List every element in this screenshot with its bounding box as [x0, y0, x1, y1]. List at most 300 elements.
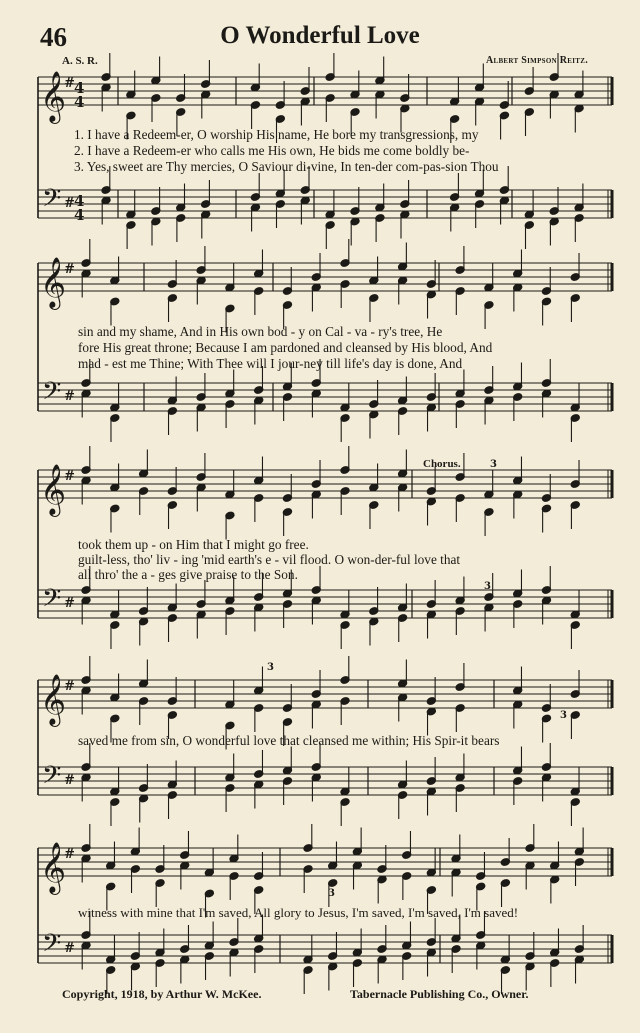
note-head — [398, 276, 408, 285]
note-head — [275, 189, 285, 198]
note-head — [328, 861, 338, 870]
note-head — [513, 700, 523, 709]
note-head — [499, 101, 509, 110]
note-head — [450, 193, 460, 202]
note-head — [570, 273, 580, 282]
music-glyph: # — [64, 847, 75, 862]
note-head — [81, 676, 91, 685]
note-head — [225, 700, 235, 709]
note-head — [81, 389, 91, 398]
note-head — [139, 607, 149, 616]
note-head — [398, 693, 408, 702]
note-head — [426, 868, 436, 877]
note-head — [254, 934, 264, 943]
note-head — [450, 115, 460, 124]
note-head — [340, 676, 350, 685]
note-head — [167, 407, 177, 416]
note-head — [180, 851, 190, 860]
note-head — [81, 854, 91, 863]
note-head — [340, 280, 350, 289]
note-head — [541, 287, 551, 296]
note-head — [110, 483, 120, 492]
note-head — [570, 621, 580, 630]
note-head — [81, 773, 91, 782]
note-head — [570, 414, 580, 423]
note-head — [180, 945, 190, 954]
note-head — [311, 273, 321, 282]
note-head — [426, 487, 436, 496]
note-head — [500, 955, 510, 964]
note-head — [176, 94, 186, 103]
music-glyph: 3 — [484, 581, 491, 592]
music-glyph: # — [64, 679, 75, 694]
music-glyph: 𝄞 — [40, 674, 67, 725]
note-head — [229, 854, 239, 863]
note-head — [484, 283, 494, 292]
note-head — [400, 94, 410, 103]
music-glyph: 4 — [74, 206, 85, 224]
note-head — [426, 938, 436, 947]
music-glyph: 4 — [74, 192, 85, 210]
note-head — [110, 414, 120, 423]
note-head — [369, 483, 379, 492]
note-head — [167, 501, 177, 510]
note-head — [369, 410, 379, 419]
note-head — [275, 200, 285, 209]
note-head — [369, 607, 379, 616]
note-head — [106, 861, 116, 870]
copyright-notice: Copyright, 1918, by Arthur W. McKee. — [62, 987, 262, 1001]
note-head — [426, 393, 436, 402]
note-head — [549, 207, 559, 216]
note-head — [282, 508, 292, 517]
note-head — [513, 589, 523, 598]
note-head — [455, 473, 465, 482]
note-head — [570, 480, 580, 489]
note-head — [524, 221, 534, 230]
note-head — [151, 217, 161, 226]
note-head — [254, 396, 264, 405]
note-head — [574, 90, 584, 99]
note-head — [541, 763, 551, 772]
note-head — [513, 269, 523, 278]
note-head — [151, 94, 161, 103]
note-head — [130, 865, 140, 874]
note-head — [106, 882, 116, 891]
note-head — [476, 872, 486, 881]
note-head — [340, 403, 350, 412]
note-head — [311, 596, 321, 605]
note-head — [176, 203, 186, 212]
note-head — [525, 962, 535, 971]
note-head — [525, 844, 535, 853]
note-head — [196, 266, 206, 275]
note-head — [81, 379, 91, 388]
note-head — [225, 784, 235, 793]
note-head — [426, 290, 436, 299]
music-glyph: 3 — [490, 459, 497, 470]
note-head — [180, 861, 190, 870]
music-glyph: 𝄞 — [40, 71, 67, 122]
note-head — [311, 586, 321, 595]
note-head — [225, 596, 235, 605]
note-head — [484, 396, 494, 405]
note-head — [167, 396, 177, 405]
note-head — [254, 872, 264, 881]
note-head — [139, 697, 149, 706]
music-glyph: # — [64, 469, 75, 484]
note-head — [300, 196, 310, 205]
note-head — [455, 784, 465, 793]
note-head — [176, 108, 186, 117]
note-head — [81, 259, 91, 268]
note-head — [484, 386, 494, 395]
note-head — [254, 770, 264, 779]
note-head — [155, 959, 165, 968]
note-head — [476, 941, 486, 950]
note-head — [426, 886, 436, 895]
note-head — [499, 196, 509, 205]
note-head — [377, 955, 387, 964]
note-head — [340, 798, 350, 807]
note-head — [402, 952, 412, 961]
note-head — [225, 389, 235, 398]
note-head — [484, 593, 494, 602]
note-head — [81, 763, 91, 772]
note-head — [352, 847, 362, 856]
note-head — [101, 73, 111, 82]
music-glyph: 3 — [328, 888, 335, 899]
note-head — [81, 586, 91, 595]
note-head — [513, 686, 523, 695]
note-head — [167, 614, 177, 623]
note-head — [311, 773, 321, 782]
note-head — [570, 610, 580, 619]
note-head — [303, 966, 313, 975]
note-head — [574, 955, 584, 964]
lyric-line: took them up - on Him that I might go free. — [78, 537, 309, 552]
note-head — [225, 400, 235, 409]
note-head — [254, 269, 264, 278]
note-head — [377, 875, 387, 884]
note-head — [550, 959, 560, 968]
note-head — [474, 83, 484, 92]
note-head — [550, 861, 560, 870]
note-head — [110, 610, 120, 619]
note-head — [574, 214, 584, 223]
note-head — [155, 948, 165, 957]
note-head — [455, 596, 465, 605]
music-glyph: 3 — [560, 710, 567, 721]
note-head — [484, 490, 494, 499]
note-head — [250, 101, 260, 110]
note-head — [451, 854, 461, 863]
note-head — [400, 104, 410, 113]
note-head — [451, 868, 461, 877]
note-head — [167, 487, 177, 496]
note-head — [110, 276, 120, 285]
note-head — [311, 379, 321, 388]
note-head — [369, 276, 379, 285]
note-head — [500, 879, 510, 888]
lyric-line: 2. I have a Redeem-er who calls me His own, He bids me come boldly be- — [74, 143, 470, 158]
note-head — [375, 214, 385, 223]
note-head — [350, 90, 360, 99]
note-head — [455, 494, 465, 503]
note-head — [126, 90, 136, 99]
note-head — [328, 952, 338, 961]
note-head — [229, 872, 239, 881]
lyric-line: 3. Yes, sweet are Thy mercies, O Saviour di-vine, In ten-der com-pas-sion Thou — [74, 159, 499, 174]
note-head — [400, 200, 410, 209]
note-head — [340, 610, 350, 619]
note-head — [101, 186, 111, 195]
note-head — [340, 697, 350, 706]
note-head — [352, 861, 362, 870]
note-head — [455, 266, 465, 275]
note-head — [201, 90, 211, 99]
note-head — [254, 886, 264, 895]
note-head — [574, 203, 584, 212]
note-head — [513, 490, 523, 499]
note-head — [225, 773, 235, 782]
note-head — [499, 111, 509, 120]
note-head — [426, 610, 436, 619]
note-head — [450, 97, 460, 106]
music-glyph: # — [64, 773, 75, 788]
note-head — [180, 955, 190, 964]
note-head — [254, 945, 264, 954]
note-head — [311, 490, 321, 499]
note-head — [204, 941, 214, 950]
note-head — [250, 203, 260, 212]
note-head — [225, 721, 235, 730]
note-head — [476, 931, 486, 940]
note-head — [340, 787, 350, 796]
note-head — [570, 403, 580, 412]
note-head — [167, 603, 177, 612]
note-head — [541, 504, 551, 513]
note-head — [398, 791, 408, 800]
note-head — [524, 210, 534, 219]
note-head — [513, 766, 523, 775]
note-head — [139, 679, 149, 688]
note-head — [303, 955, 313, 964]
note-head — [513, 382, 523, 391]
note-head — [110, 693, 120, 702]
music-glyph: 4 — [74, 79, 85, 97]
note-head — [167, 791, 177, 800]
note-head — [451, 934, 461, 943]
note-head — [81, 931, 91, 940]
note-head — [398, 614, 408, 623]
music-glyph: 3 — [267, 662, 274, 673]
note-head — [167, 711, 177, 720]
note-head — [81, 466, 91, 475]
note-head — [303, 844, 313, 853]
note-head — [369, 501, 379, 510]
note-head — [398, 780, 408, 789]
note-head — [254, 494, 264, 503]
music-glyph: # — [64, 596, 75, 611]
note-head — [282, 589, 292, 598]
note-head — [254, 476, 264, 485]
note-head — [455, 607, 465, 616]
note-head — [328, 962, 338, 971]
note-head — [340, 487, 350, 496]
note-head — [155, 879, 165, 888]
note-head — [426, 948, 436, 957]
note-head — [574, 858, 584, 867]
lyric-line: mad - est me Thine; With Thee will I jour-ney till life's day is done, And — [78, 356, 463, 371]
note-head — [484, 603, 494, 612]
note-head — [300, 186, 310, 195]
note-head — [455, 683, 465, 692]
note-head — [225, 511, 235, 520]
note-head — [311, 389, 321, 398]
music-glyph: 𝄞 — [40, 842, 67, 893]
note-head — [167, 280, 177, 289]
note-head — [398, 603, 408, 612]
note-head — [549, 90, 559, 99]
note-head — [151, 207, 161, 216]
note-head — [139, 794, 149, 803]
note-head — [254, 780, 264, 789]
note-head — [311, 690, 321, 699]
music-glyph: # — [64, 389, 75, 404]
note-head — [130, 847, 140, 856]
note-head — [110, 403, 120, 412]
note-head — [352, 948, 362, 957]
note-head — [126, 210, 136, 219]
note-head — [350, 217, 360, 226]
note-head — [110, 798, 120, 807]
note-head — [167, 294, 177, 303]
note-head — [352, 959, 362, 968]
note-head — [375, 203, 385, 212]
note-head — [204, 952, 214, 961]
note-head — [541, 379, 551, 388]
note-head — [81, 941, 91, 950]
lyric-line: fore His great throne; Because I am pardoned and cleansed by His blood, And — [78, 340, 493, 355]
note-head — [282, 393, 292, 402]
note-head — [549, 73, 559, 82]
music-glyph: # — [64, 941, 75, 956]
note-head — [340, 466, 350, 475]
note-head — [81, 844, 91, 853]
note-head — [225, 304, 235, 313]
note-head — [311, 283, 321, 292]
note-head — [282, 766, 292, 775]
note-head — [325, 221, 335, 230]
note-head — [513, 600, 523, 609]
note-head — [549, 217, 559, 226]
note-head — [426, 600, 436, 609]
note-head — [369, 400, 379, 409]
note-head — [426, 497, 436, 506]
note-head — [340, 259, 350, 268]
note-head — [398, 262, 408, 271]
note-head — [196, 393, 206, 402]
lyric-line: 1. I have a Redeem-er, O worship His name, He bore my transgressions, my — [74, 127, 479, 142]
note-head — [476, 882, 486, 891]
music-glyph: # — [64, 262, 75, 277]
note-head — [541, 704, 551, 713]
note-head — [570, 798, 580, 807]
note-head — [81, 686, 91, 695]
note-head — [513, 777, 523, 786]
note-head — [398, 483, 408, 492]
note-head — [377, 945, 387, 954]
note-head — [155, 865, 165, 874]
note-head — [541, 596, 551, 605]
note-head — [254, 593, 264, 602]
note-head — [369, 294, 379, 303]
note-head — [426, 707, 436, 716]
lyric-line: guilt-less, tho' liv - ing 'mid earth's e - vil flood. O won-der-ful love that — [78, 552, 461, 567]
lyric-line: all thro' the a - ges give praise to the Son. — [78, 567, 298, 582]
note-head — [426, 787, 436, 796]
note-head — [254, 686, 264, 695]
note-head — [550, 875, 560, 884]
note-head — [524, 87, 534, 96]
note-head — [201, 210, 211, 219]
chorus-label: Chorus. — [423, 458, 461, 470]
note-head — [176, 214, 186, 223]
note-head — [499, 186, 509, 195]
note-head — [574, 847, 584, 856]
note-head — [282, 600, 292, 609]
note-head — [426, 280, 436, 289]
note-head — [398, 679, 408, 688]
note-head — [513, 476, 523, 485]
note-head — [81, 596, 91, 605]
note-head — [139, 469, 149, 478]
lyric-line: saved me from sin, O wonderful love that cleansed me within; His Spir-it bears — [78, 733, 500, 748]
note-head — [426, 697, 436, 706]
note-head — [500, 966, 510, 975]
note-head — [474, 189, 484, 198]
note-head — [130, 962, 140, 971]
note-head — [254, 287, 264, 296]
note-head — [250, 83, 260, 92]
note-head — [311, 480, 321, 489]
note-head — [541, 494, 551, 503]
note-head — [455, 287, 465, 296]
note-head — [402, 872, 412, 881]
note-head — [377, 865, 387, 874]
note-head — [196, 473, 206, 482]
note-head — [500, 858, 510, 867]
note-head — [311, 763, 321, 772]
note-head — [196, 276, 206, 285]
note-head — [167, 697, 177, 706]
lyric-line: witness with mine that I'm saved, All glory to Jesus, I'm saved, I'm saved, I'm saved! — [78, 905, 519, 920]
note-head — [167, 780, 177, 789]
note-head — [541, 773, 551, 782]
note-head — [204, 868, 214, 877]
note-head — [130, 952, 140, 961]
note-head — [139, 784, 149, 793]
note-head — [81, 476, 91, 485]
note-head — [525, 952, 535, 961]
note-head — [229, 938, 239, 947]
note-head — [574, 104, 584, 113]
note-head — [196, 600, 206, 609]
note-head — [81, 269, 91, 278]
note-head — [455, 389, 465, 398]
note-head — [375, 90, 385, 99]
